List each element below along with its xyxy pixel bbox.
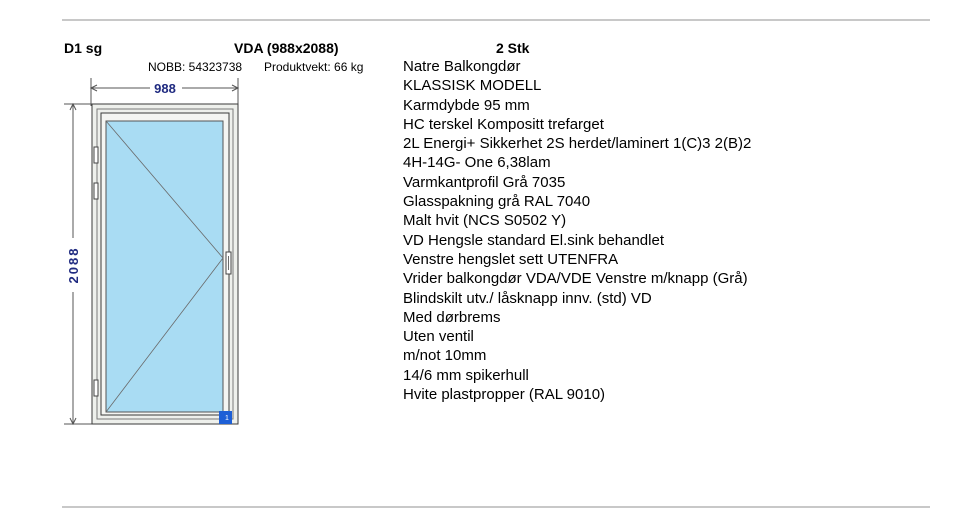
door-drawing xyxy=(0,0,400,508)
sash-marker-number: 1 xyxy=(225,415,229,422)
spec-line: VD Hengsle standard El.sink behandlet xyxy=(403,231,664,249)
glass-pane xyxy=(106,121,223,412)
spec-line: 2L Energi+ Sikkerhet 2S herdet/laminert 1(C)3 2(B)2 xyxy=(403,135,752,153)
width-label: 988 xyxy=(154,81,176,96)
spec-line: Uten ventil xyxy=(403,328,474,346)
hinge-middle xyxy=(94,183,98,199)
spec-line: m/not 10mm xyxy=(403,347,487,365)
spec-line: Hvite plastpropper (RAL 9010) xyxy=(403,386,606,404)
spec-line: KLASSISK MODELL xyxy=(403,77,542,95)
spec-line: Karmdybde 95 mm xyxy=(403,96,530,114)
hinge-bottom xyxy=(94,380,98,396)
spec-line: Varmkantprofil Grå 7035 xyxy=(403,173,566,191)
spec-line: Vrider balkongdør VDA/VDE Venstre m/knapp (Grå) xyxy=(403,270,748,288)
hinge-top xyxy=(94,147,98,163)
spec-list xyxy=(403,57,751,404)
spec-line: 14/6 mm spikerhull xyxy=(403,366,529,384)
nobb-number: NOBB: 54323738 xyxy=(148,60,243,74)
spec-line: Malt hvit (NCS S0502 Y) xyxy=(403,212,567,230)
spec-line: Glasspakning grå RAL 7040 xyxy=(403,193,591,211)
spec-line: Venstre hengslet sett UTENFRA xyxy=(403,250,619,268)
product-weight: Produktvekt: 66 kg xyxy=(264,60,364,74)
spec-line: Med dørbrems xyxy=(403,308,501,326)
position-code: D1 sg xyxy=(64,40,103,56)
height-label: 2088 xyxy=(66,246,81,284)
spec-line: Blindskilt utv./ låsknapp innv. (std) VD xyxy=(403,289,652,307)
spec-line: 4H-14G- One 6,38lam xyxy=(403,154,551,172)
spec-line: Natre Balkongdør xyxy=(403,58,521,75)
spec-line: HC terskel Kompositt trefarget xyxy=(403,115,604,133)
quantity: 2 Stk xyxy=(496,40,530,56)
product-title: VDA (988x2088) xyxy=(234,40,339,56)
